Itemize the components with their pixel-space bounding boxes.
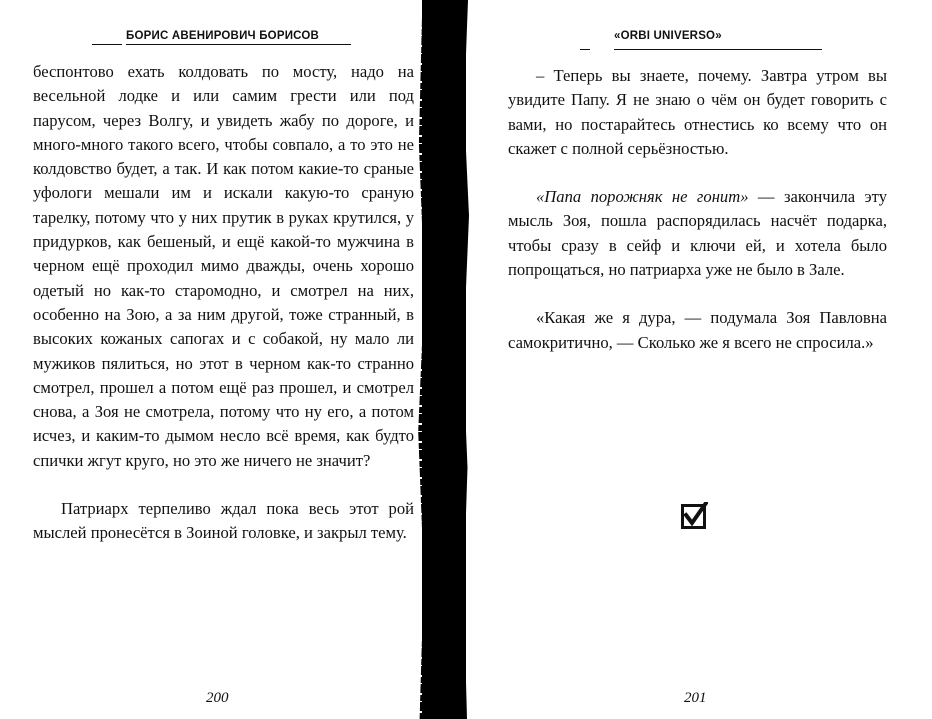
left-paragraph-1: беспонтово ехать колдовать по мосту, надо на весельной лодке и или самим грести или под парусом, через Волгу, и увидеть жабу по дороге, и много-много такого всего, чтобы совпало, а то это не колдовство будет, а так. И как потом какие-то сраные уфологи мешали им и искали какую-то сраную тарелку, потому что у них прутик в руках крутился, у придурков, как бешеный, и ещё какой-то мужчина в черном ещё проходил мимо дважды, очень хорошо одетый но как-то старомодно, и смотрел на них, особенно на Зою, а за ним другой, тоже странный, в высоких кожаных сапогах и с собакой, ну мало ли мужиков пялиться, но этот в черном как-то странно смотрел, прошел а потом ещё раз прошел, и смотрел снова, а Зоя не смотрела, потому что ну его, а потом исчез, и каким-то дымом несло всё время, как будто спички жгут круго, но это же ничего не значит? xyxy=(33,62,414,470)
running-head-left: БОРИС АВЕНИРОВИЧ БОРИСОВ xyxy=(126,30,320,42)
right-paragraph-2 xyxy=(508,185,887,282)
left-paragraph-2: Патриарх терпеливо ждал пока весь этот рой мыслей пронесётся в Зоиной головке, и закрыл тему. xyxy=(33,499,414,543)
page-number-right: 201 xyxy=(684,690,707,706)
right-paragraph-1: – Теперь вы знаете, почему. Завтра утром вы увидите Папу. Я не знаю о чём он будет говорить с вами, но постарайтесь отнестись ко всему что он скажет с полной серьёзностью. xyxy=(508,66,887,158)
right-paragraph-2-rest: — закончила эту мысль Зоя, пошла распорядилась насчёт подарка, чтобы сразу в сейф и ключи ей, и хотела было попрощаться, но патриарха уже не было в Зале. xyxy=(508,187,887,280)
header-rule-right-short xyxy=(580,49,590,50)
header-rule-right xyxy=(614,49,822,50)
header-rule-left-short xyxy=(92,44,122,45)
left-page-body xyxy=(33,60,414,546)
right-page-body xyxy=(508,64,887,355)
right-paragraph-3: «Какая же я дура, — подумала Зоя Павловна самокритично, — Сколько же я всего не спросила.» xyxy=(508,308,887,352)
book-gutter xyxy=(422,0,466,719)
running-head-right: «ORBI UNIVERSO» xyxy=(614,30,722,42)
page-number-left: 200 xyxy=(206,690,229,706)
checked-box-icon xyxy=(681,502,708,529)
right-paragraph-2-quote: «Папа порожняк не гонит» xyxy=(536,187,749,207)
header-rule-left xyxy=(126,44,351,45)
